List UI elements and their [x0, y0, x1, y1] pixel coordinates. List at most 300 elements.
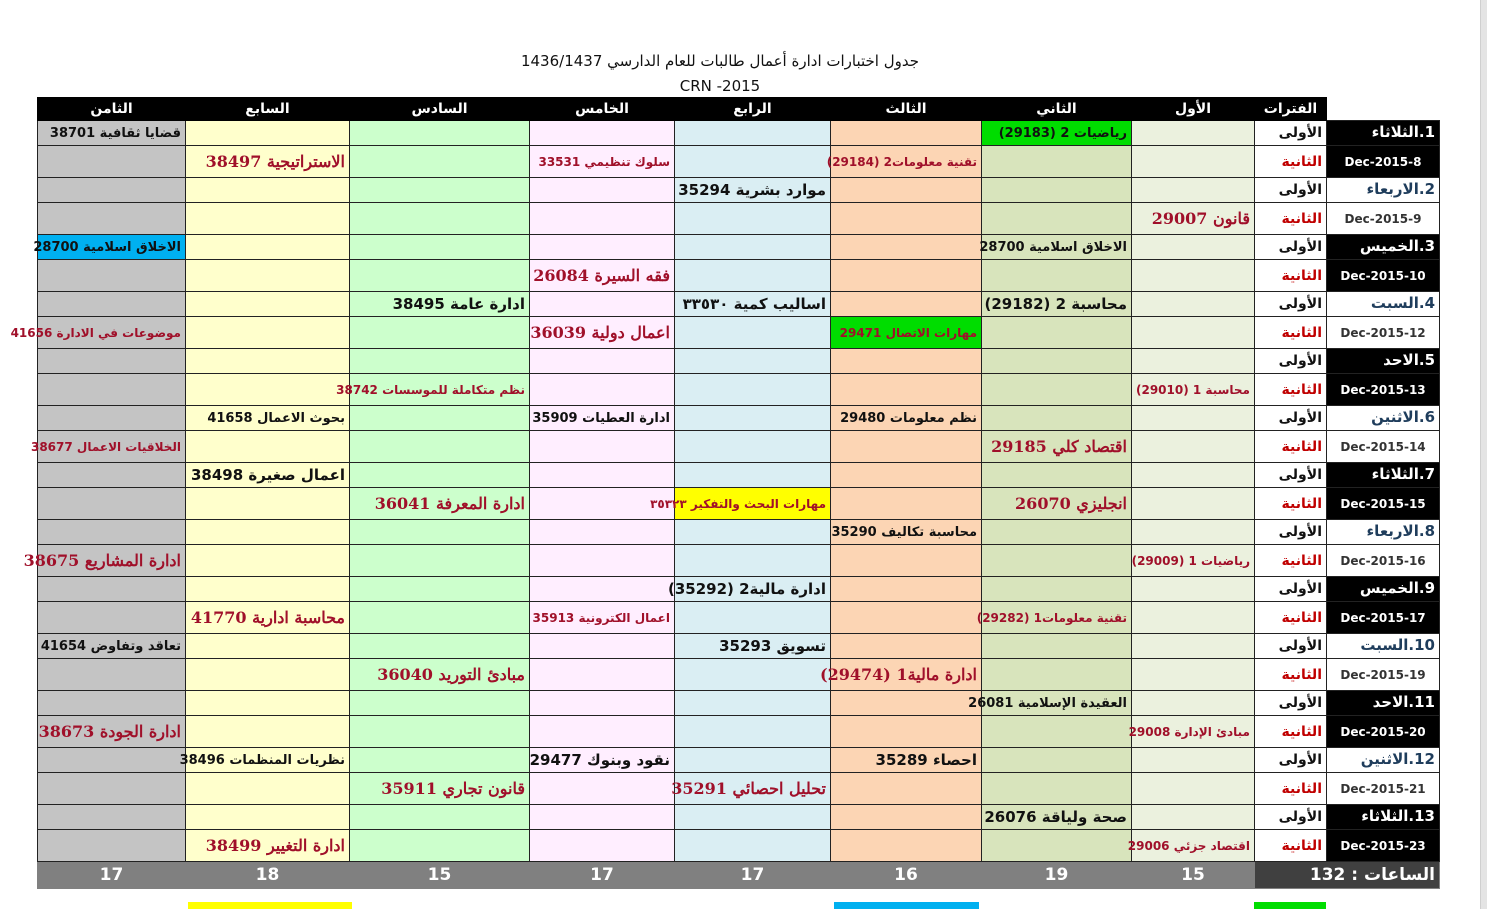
- schedule-row: [38, 545, 1440, 577]
- exam-cell: [831, 634, 982, 659]
- period-first-label: الأولى: [1255, 406, 1327, 431]
- exam-cell: [530, 431, 675, 463]
- exam-cell: ادارة المعرفة 36041: [350, 488, 530, 520]
- exam-cell: [350, 634, 530, 659]
- day-name: [1327, 805, 1440, 830]
- total-value: 17: [38, 862, 186, 889]
- exam-cell: [350, 431, 530, 463]
- period-second-label: الثانية: [1255, 773, 1327, 805]
- exam-cell: [350, 602, 530, 634]
- exam-cell: اساليب كمية ٣٣٥٣٠: [675, 292, 831, 317]
- day-label: 3.الخميس: [1359, 237, 1435, 255]
- exam-cell: [530, 520, 675, 545]
- period-first-label: الأولى: [1255, 178, 1327, 203]
- exam-cell: [1132, 349, 1255, 374]
- exam-cell: [982, 577, 1132, 602]
- day-label: 2.الاربعاء: [1366, 180, 1435, 198]
- exam-cell: [831, 463, 982, 488]
- exam-cell: [530, 203, 675, 235]
- day-name: [1327, 178, 1440, 203]
- exam-cell: [186, 545, 350, 577]
- schedule-row: [38, 406, 1440, 431]
- exam-cell: اقتصاد جزئي 29006: [1132, 830, 1255, 862]
- day-date: 17-Dec-2015: [1327, 602, 1440, 634]
- exam-cell: [350, 520, 530, 545]
- exam-cell: محاسبة 1 (29010): [1132, 374, 1255, 406]
- exam-cell: [1132, 463, 1255, 488]
- schedule-row: [38, 716, 1440, 748]
- exam-cell: [831, 260, 982, 292]
- exam-cell: [1132, 773, 1255, 805]
- day-date: 20-Dec-2015: [1327, 716, 1440, 748]
- exam-cell: [186, 520, 350, 545]
- exam-cell: [982, 146, 1132, 178]
- exam-cell: [982, 260, 1132, 292]
- exam-cell: رياضيات 2 (29183): [982, 121, 1132, 146]
- total-value: 18: [186, 862, 350, 889]
- exam-cell: [982, 520, 1132, 545]
- schedule-row: [38, 292, 1440, 317]
- exam-cell: [530, 634, 675, 659]
- exam-cell: [1132, 634, 1255, 659]
- header-period-5: الخامس: [530, 98, 675, 121]
- exam-cell: اقتصاد كلي 29185: [982, 431, 1132, 463]
- exam-cell: [1132, 406, 1255, 431]
- schedule-row: [38, 748, 1440, 773]
- exam-cell: [982, 830, 1132, 862]
- period-second-label: الثانية: [1255, 374, 1327, 406]
- schedule-row: [38, 488, 1440, 520]
- exam-cell: [350, 121, 530, 146]
- period-first-label: الأولى: [1255, 121, 1327, 146]
- exam-cell: [350, 748, 530, 773]
- day-name: [1327, 349, 1440, 374]
- exam-cell: ادارة مالية2 (35292): [675, 577, 831, 602]
- page-edge-scrollbar[interactable]: [1480, 0, 1487, 909]
- period-second-label: الثانية: [1255, 317, 1327, 349]
- schedule-row: [38, 773, 1440, 805]
- exam-cell: [982, 634, 1132, 659]
- exam-cell: [350, 463, 530, 488]
- exam-cell: [38, 406, 186, 431]
- day-label: 1.الثلاثاء: [1371, 123, 1435, 141]
- exam-cell: تعاقد وتفاوض 41654: [38, 634, 186, 659]
- exam-cell: تقنية معلومات2 (29184): [831, 146, 982, 178]
- page-subtitle: CRN -2015: [679, 77, 761, 95]
- exam-cell: [350, 716, 530, 748]
- exam-cell: [1132, 292, 1255, 317]
- exam-cell: [38, 830, 186, 862]
- footer-strip-yellow: [188, 902, 352, 909]
- schedule-row: [38, 805, 1440, 830]
- day-date: 8-Dec-2015: [1327, 146, 1440, 178]
- footer-strip-green: [1254, 902, 1326, 909]
- day-name: [1327, 691, 1440, 716]
- exam-cell: [38, 292, 186, 317]
- exam-cell: [831, 121, 982, 146]
- exam-cell: ادارة التغيير 38499: [186, 830, 350, 862]
- exam-cell: [530, 121, 675, 146]
- header-period-2: الثاني: [982, 98, 1132, 121]
- exam-cell: [530, 659, 675, 691]
- exam-cell: [186, 431, 350, 463]
- exam-cell: [350, 406, 530, 431]
- exam-cell: [38, 488, 186, 520]
- schedule-row: [38, 520, 1440, 545]
- exam-cell: محاسبة 2 (29182): [982, 292, 1132, 317]
- exam-cell: تقنية معلومات1 (29282): [982, 602, 1132, 634]
- exam-cell: [186, 121, 350, 146]
- exam-cell: فقه السيرة 26084: [530, 260, 675, 292]
- exam-cell: تحليل احصائي 35291: [675, 773, 831, 805]
- exam-cell: [38, 577, 186, 602]
- exam-cell: [675, 748, 831, 773]
- exam-cell: [186, 260, 350, 292]
- exam-cell: اعمال دولية 36039: [530, 317, 675, 349]
- exam-cell: [982, 716, 1132, 748]
- total-hours-label: الساعات : 132: [1255, 862, 1440, 889]
- exam-cell: [675, 545, 831, 577]
- exam-cell: [675, 602, 831, 634]
- exam-cell: [186, 374, 350, 406]
- exam-cell: [38, 374, 186, 406]
- exam-cell: [1132, 488, 1255, 520]
- exam-cell: [350, 317, 530, 349]
- exam-cell: [675, 805, 831, 830]
- exam-cell: [186, 203, 350, 235]
- schedule-row: [38, 235, 1440, 260]
- exam-cell: [530, 830, 675, 862]
- exam-cell: [982, 374, 1132, 406]
- exam-cell: [186, 292, 350, 317]
- day-name: [1327, 748, 1440, 773]
- exam-cell: [831, 178, 982, 203]
- exam-cell: الاخلاق اسلامية 28700: [38, 235, 186, 260]
- exam-cell: [530, 805, 675, 830]
- total-value: 15: [350, 862, 530, 889]
- exam-cell: [982, 463, 1132, 488]
- exam-cell: [186, 805, 350, 830]
- day-name: [1327, 292, 1440, 317]
- exam-cell: [675, 716, 831, 748]
- exam-cell: [186, 773, 350, 805]
- exam-cell: [675, 317, 831, 349]
- period-first-label: الأولى: [1255, 520, 1327, 545]
- exam-cell: [675, 349, 831, 374]
- exam-cell: [1132, 121, 1255, 146]
- exam-cell: [38, 659, 186, 691]
- exam-cell: [831, 830, 982, 862]
- exam-cell: [982, 317, 1132, 349]
- exam-cell: [831, 805, 982, 830]
- exam-cell: [350, 235, 530, 260]
- day-label: 11.الاحد: [1372, 693, 1435, 711]
- exam-cell: [831, 374, 982, 406]
- exam-cell: مبادئ الإدارة 29008: [1132, 716, 1255, 748]
- exam-cell: [38, 178, 186, 203]
- exam-cell: اعمال الكترونية 35913: [530, 602, 675, 634]
- day-label: 10.السبت: [1360, 636, 1435, 654]
- exam-cell: [675, 406, 831, 431]
- total-value: 15: [1132, 862, 1255, 889]
- period-second-label: الثانية: [1255, 716, 1327, 748]
- exam-cell: احصاء 35289: [831, 748, 982, 773]
- day-name: [1327, 235, 1440, 260]
- exam-cell: [186, 349, 350, 374]
- exam-cell: [1132, 431, 1255, 463]
- exam-cell: [831, 488, 982, 520]
- exam-cell: بحوث الاعمال 41658: [186, 406, 350, 431]
- total-value: 19: [982, 862, 1132, 889]
- day-date: 19-Dec-2015: [1327, 659, 1440, 691]
- schedule-row: [38, 431, 1440, 463]
- header-period-4: الرابع: [675, 98, 831, 121]
- exam-cell: العقيدة الإسلامية 26081: [982, 691, 1132, 716]
- total-value: 17: [530, 862, 675, 889]
- exam-cell: [675, 520, 831, 545]
- exam-cell: [38, 602, 186, 634]
- schedule-row: [38, 602, 1440, 634]
- exam-cell: [982, 545, 1132, 577]
- schedule-row: [38, 659, 1440, 691]
- exam-cell: [1132, 235, 1255, 260]
- exam-cell: [530, 716, 675, 748]
- exam-cell: [982, 773, 1132, 805]
- exam-cell: [982, 178, 1132, 203]
- exam-cell: [982, 349, 1132, 374]
- exam-cell: [675, 203, 831, 235]
- header-period-1: الأول: [1132, 98, 1255, 121]
- exam-cell: [186, 178, 350, 203]
- schedule-row: [38, 463, 1440, 488]
- period-second-label: الثانية: [1255, 602, 1327, 634]
- exam-cell: [186, 488, 350, 520]
- exam-cell: مبادئ التوريد 36040: [350, 659, 530, 691]
- exam-cell: ادارة عامة 38495: [350, 292, 530, 317]
- day-date: 14-Dec-2015: [1327, 431, 1440, 463]
- exam-cell: الاستراتيجية 38497: [186, 146, 350, 178]
- exam-cell: [831, 691, 982, 716]
- exam-cell: [350, 178, 530, 203]
- schedule-row: [38, 634, 1440, 659]
- exam-cell: تسويق 35293: [675, 634, 831, 659]
- schedule-row: [38, 577, 1440, 602]
- exam-cell: [675, 235, 831, 260]
- exam-cell: [186, 577, 350, 602]
- exam-cell: اعمال صغيرة 38498: [186, 463, 350, 488]
- exam-cell: [38, 203, 186, 235]
- day-name: [1327, 577, 1440, 602]
- exam-cell: [831, 577, 982, 602]
- exam-cell: [831, 292, 982, 317]
- period-second-label: الثانية: [1255, 659, 1327, 691]
- exam-cell: [350, 805, 530, 830]
- header-corner: [1327, 98, 1440, 121]
- exam-cell: [530, 235, 675, 260]
- exam-cell: [38, 349, 186, 374]
- period-first-label: الأولى: [1255, 748, 1327, 773]
- exam-cell: [1132, 520, 1255, 545]
- exam-cell: [1132, 317, 1255, 349]
- period-first-label: الأولى: [1255, 805, 1327, 830]
- exam-cell: [1132, 178, 1255, 203]
- header-period-8: الثامن: [38, 98, 186, 121]
- day-label: 5.الاحد: [1383, 351, 1435, 369]
- exam-cell: [530, 178, 675, 203]
- exam-cell: نقود وبنوك 29477: [530, 748, 675, 773]
- exam-cell: [831, 431, 982, 463]
- exam-cell: [530, 545, 675, 577]
- exam-cell: محاسبة تكاليف 35290: [831, 520, 982, 545]
- page-title: جدول اختبارات ادارة أعمال طالبات للعام الدارسي 1436/1437: [520, 52, 920, 70]
- exam-cell: انجليزي 26070: [982, 488, 1132, 520]
- period-first-label: الأولى: [1255, 235, 1327, 260]
- exam-cell: [982, 748, 1132, 773]
- schedule-row: [38, 317, 1440, 349]
- exam-cell: [831, 203, 982, 235]
- schedule-row: [38, 830, 1440, 862]
- schedule-row: [38, 146, 1440, 178]
- totals-row: [38, 862, 1440, 889]
- exam-cell: [675, 146, 831, 178]
- exam-cell: [1132, 805, 1255, 830]
- day-date: 15-Dec-2015: [1327, 488, 1440, 520]
- exam-cell: [38, 748, 186, 773]
- exam-cell: [982, 406, 1132, 431]
- period-first-label: الأولى: [1255, 691, 1327, 716]
- exam-cell: ادارة المشاريع 38675: [38, 545, 186, 577]
- period-second-label: الثانية: [1255, 260, 1327, 292]
- exam-cell: [38, 463, 186, 488]
- exam-cell: مهارات البحث والتفكير ٣٥٣٢٣: [675, 488, 831, 520]
- exam-cell: [675, 691, 831, 716]
- header-period-7: السابع: [186, 98, 350, 121]
- period-second-label: الثانية: [1255, 203, 1327, 235]
- exam-cell: [675, 830, 831, 862]
- exam-cell: [186, 691, 350, 716]
- exam-cell: [831, 602, 982, 634]
- exam-cell: [675, 431, 831, 463]
- exam-cell: [675, 374, 831, 406]
- day-date: 21-Dec-2015: [1327, 773, 1440, 805]
- exam-cell: نظريات المنظمات 38496: [186, 748, 350, 773]
- day-label: 13.الثلاثاء: [1361, 807, 1435, 825]
- day-name: [1327, 520, 1440, 545]
- period-second-label: الثانية: [1255, 431, 1327, 463]
- exam-cell: [350, 260, 530, 292]
- exam-cell: نظم متكاملة للموسسات 38742: [350, 374, 530, 406]
- exam-cell: [350, 146, 530, 178]
- exam-cell: [38, 805, 186, 830]
- exam-cell: [530, 691, 675, 716]
- exam-cell: قانون تجاري 35911: [350, 773, 530, 805]
- header-periods: الفترات: [1255, 98, 1327, 121]
- day-name: [1327, 406, 1440, 431]
- exam-cell: [530, 374, 675, 406]
- exam-cell: [186, 317, 350, 349]
- total-value: 17: [675, 862, 831, 889]
- period-first-label: الأولى: [1255, 463, 1327, 488]
- exam-cell: ادارة الجودة 38673: [38, 716, 186, 748]
- exam-cell: [1132, 577, 1255, 602]
- exam-cell: [1132, 691, 1255, 716]
- day-date: 13-Dec-2015: [1327, 374, 1440, 406]
- exam-cell: [186, 659, 350, 691]
- header-period-6: السادس: [350, 98, 530, 121]
- day-label: 8.الاربعاء: [1366, 522, 1435, 540]
- exam-cell: [1132, 602, 1255, 634]
- exam-cell: [350, 203, 530, 235]
- exam-cell: [350, 349, 530, 374]
- day-label: 4.السبت: [1370, 294, 1435, 312]
- period-first-label: الأولى: [1255, 577, 1327, 602]
- exam-cell: ادارة مالية1 (29474): [831, 659, 982, 691]
- exam-cell: [1132, 260, 1255, 292]
- day-label: 9.الخميس: [1359, 579, 1435, 597]
- exam-cell: قانون 29007: [1132, 203, 1255, 235]
- total-value: 16: [831, 862, 982, 889]
- schedule-row: [38, 260, 1440, 292]
- day-date: 9-Dec-2015: [1327, 203, 1440, 235]
- exam-cell: [38, 260, 186, 292]
- day-name: [1327, 634, 1440, 659]
- exam-cell: صحة ولياقة 26076: [982, 805, 1132, 830]
- day-label: 6.الاثنين: [1371, 408, 1435, 426]
- exam-schedule-table: [10, 97, 1440, 889]
- exam-cell: [831, 545, 982, 577]
- schedule-row: [38, 121, 1440, 146]
- exam-cell: ادارة العطيات 35909: [530, 406, 675, 431]
- exam-cell: [831, 716, 982, 748]
- exam-cell: [675, 121, 831, 146]
- header-period-3: الثالث: [831, 98, 982, 121]
- period-first-label: الأولى: [1255, 349, 1327, 374]
- exam-cell: [530, 349, 675, 374]
- period-second-label: الثانية: [1255, 545, 1327, 577]
- exam-cell: سلوك تنظيمي 33531: [530, 146, 675, 178]
- exam-cell: [675, 659, 831, 691]
- period-second-label: الثانية: [1255, 830, 1327, 862]
- day-date: 23-Dec-2015: [1327, 830, 1440, 862]
- schedule-row: [38, 349, 1440, 374]
- exam-cell: رياضيات 1 (29009): [1132, 545, 1255, 577]
- schedule-row: [38, 178, 1440, 203]
- exam-cell: مهارات الاتصال 29471: [831, 317, 982, 349]
- footer-strip-blue: [834, 902, 979, 909]
- exam-cell: [186, 716, 350, 748]
- exam-cell: [675, 463, 831, 488]
- exam-cell: [831, 773, 982, 805]
- day-label: 7.الثلاثاء: [1371, 465, 1435, 483]
- exam-cell: الاخلاق اسلامية 28700: [982, 235, 1132, 260]
- exam-cell: [1132, 146, 1255, 178]
- exam-cell: [1132, 659, 1255, 691]
- exam-cell: [982, 659, 1132, 691]
- exam-cell: [350, 545, 530, 577]
- schedule-row: [38, 203, 1440, 235]
- day-name: [1327, 463, 1440, 488]
- exam-cell: [350, 577, 530, 602]
- exam-cell: [38, 146, 186, 178]
- exam-cell: قضايا ثقافية 38701: [38, 121, 186, 146]
- schedule-row: [38, 691, 1440, 716]
- exam-cell: [350, 830, 530, 862]
- exam-cell: [350, 691, 530, 716]
- period-second-label: الثانية: [1255, 146, 1327, 178]
- exam-cell: محاسبة ادارية 41770: [186, 602, 350, 634]
- exam-cell: [831, 349, 982, 374]
- exam-cell: موارد بشرية 35294: [675, 178, 831, 203]
